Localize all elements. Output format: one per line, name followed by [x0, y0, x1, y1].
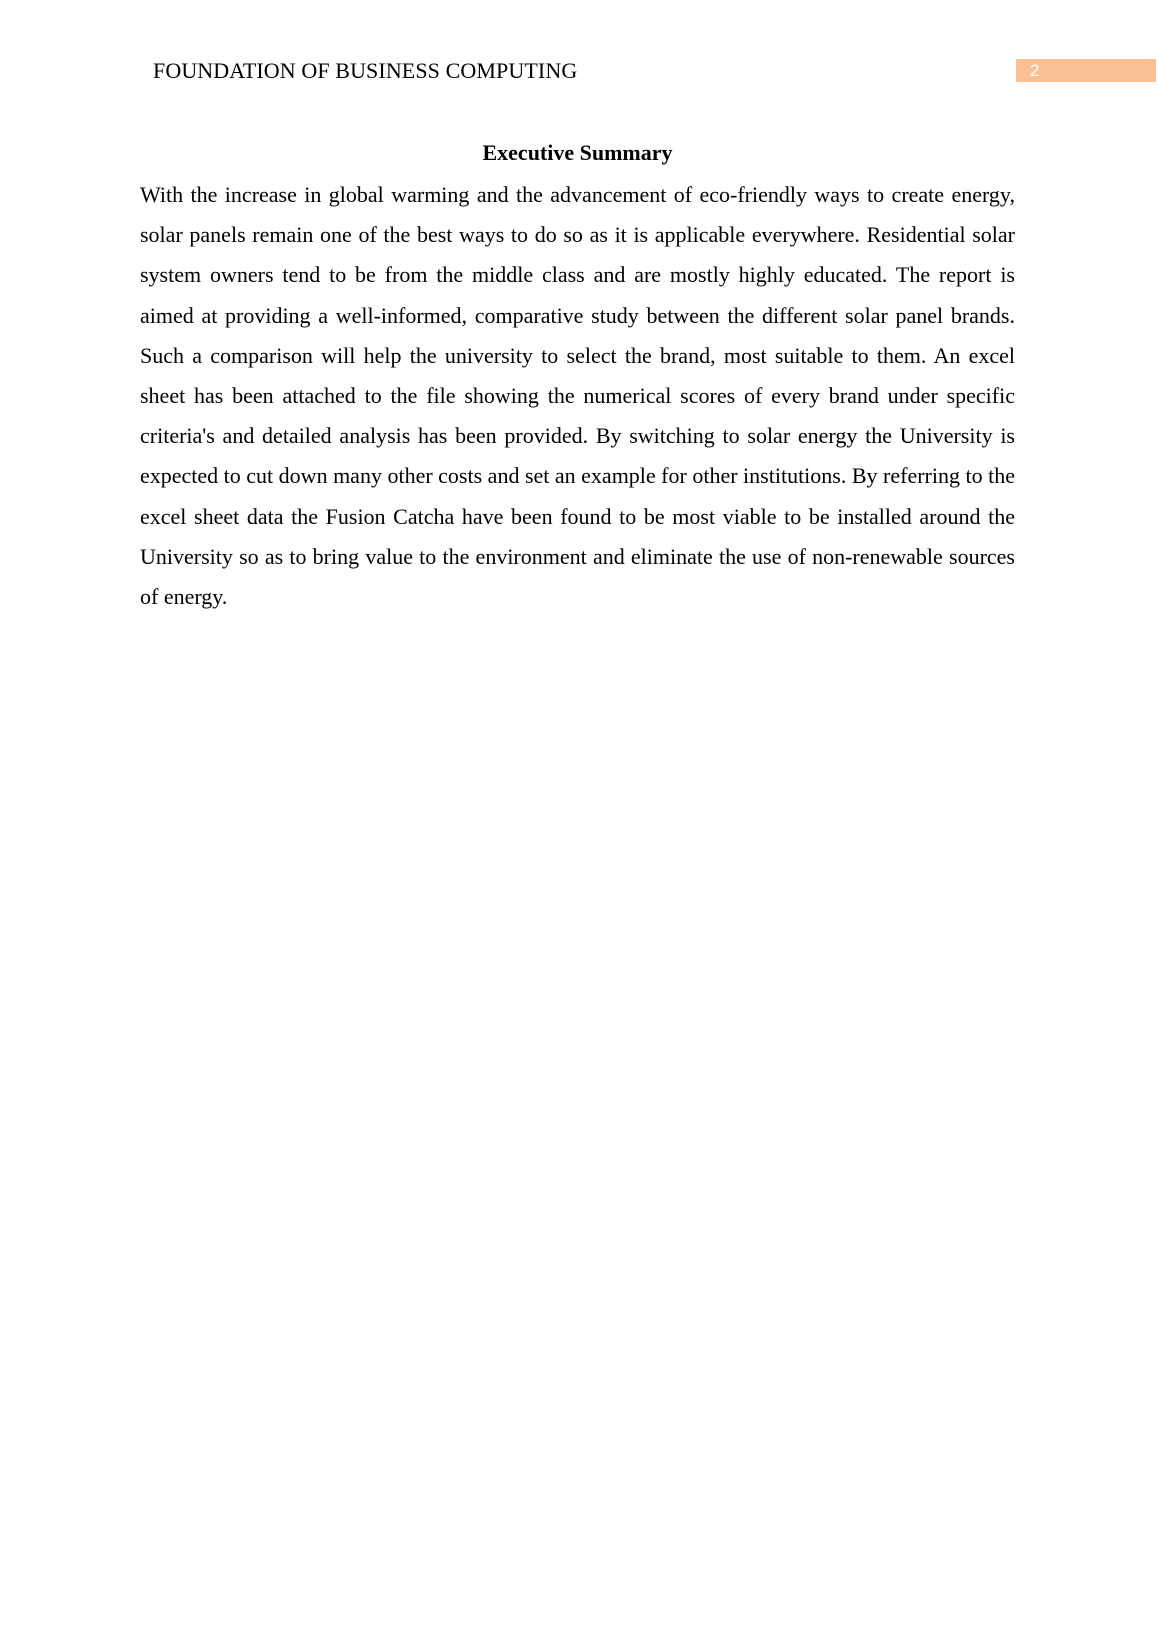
body-paragraph: With the increase in global warming and the advancement of eco-friendly ways to create energy, solar panels remain one of the best ways to do so as it is applicable everywhere. Residential solar system owners tend to be from the middle class and are mostly highly educated. The report is aimed at providing a well-informed, comparative study between the different solar panel brands. Such a comparison will help the university to select the brand, most suitable to them. An excel sheet has been attached to the file showing the numerical scores of every brand under specific criteria's and detailed analysis has been provided. By switching to solar energy the University is expected to cut down many other costs and set an example for other institutions. By referring to the excel sheet data the Fusion Catcha have been found to be most viable to be installed around the University so as to bring value to the environment and eliminate the use of non-renewable sources of energy.	[140, 182, 1015, 610]
page-number: 2	[1016, 59, 1156, 82]
section-title: Executive Summary	[482, 140, 673, 165]
running-head: FOUNDATION OF BUSINESS COMPUTING	[153, 58, 578, 83]
